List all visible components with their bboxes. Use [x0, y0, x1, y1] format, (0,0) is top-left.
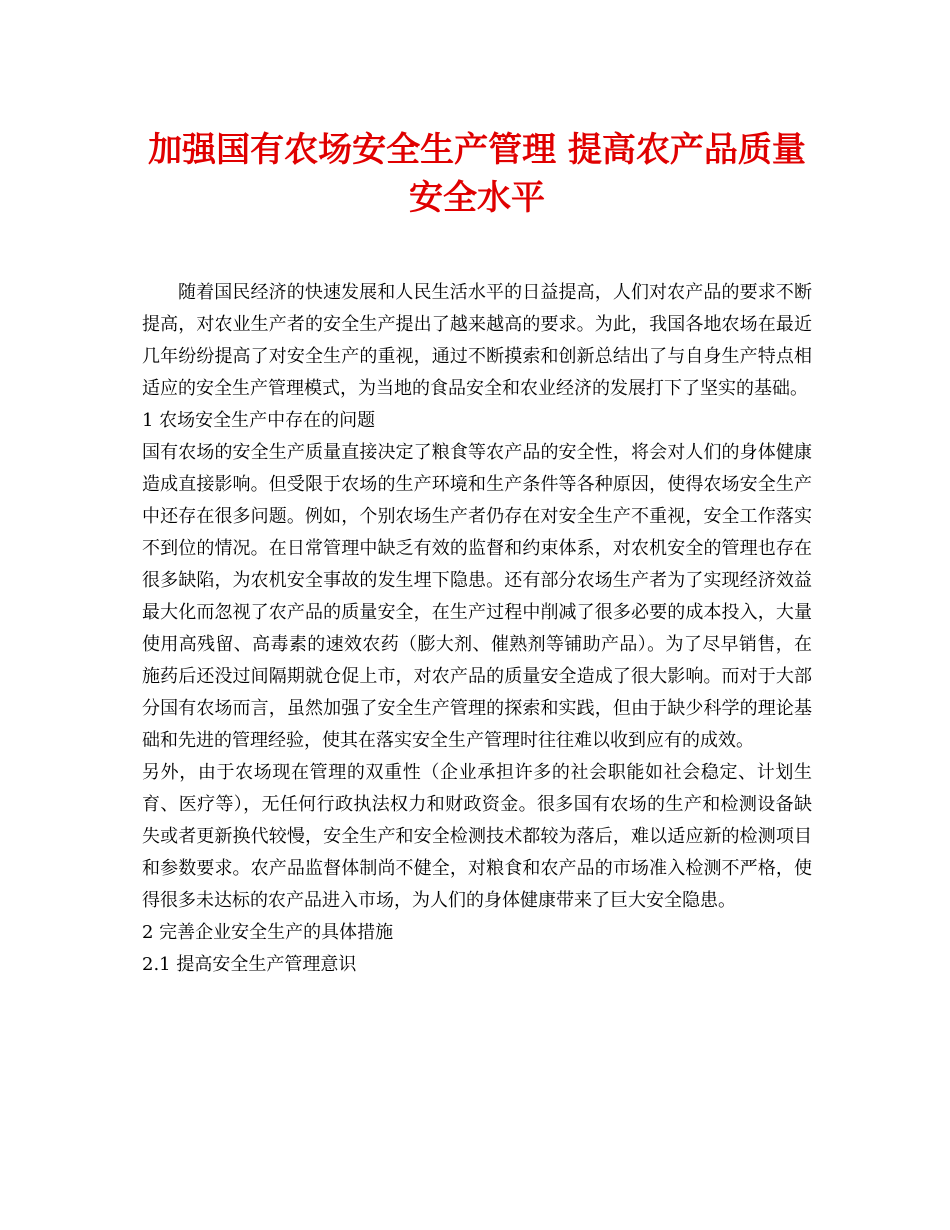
title-line-2: 安全水平 — [409, 178, 545, 218]
document-body — [142, 277, 812, 981]
document-page — [142, 126, 812, 981]
section-2-heading: 2 完善企业安全生产的具体措施 — [142, 922, 394, 943]
section-1-paragraph-2: 另外，由于农场现在管理的双重性（企业承担许多的社会职能如社会稳定、计划生育、医疗等），无任何行政执法权力和财政资金。很多国有农场的生产和检测设备缺失或者更新换代较慢，安全生产和安全检测技术都较为落后，难以适应新的检测项目和参数要求。农产品监督体制尚不健全，对粮食和农产品的市场准入检测不严格，使得很多未达标的农产品进入市场，为人们的身体健康带来了巨大安全隐患。 — [142, 762, 812, 911]
section-2-1-heading: 2.1 提高安全生产管理意识 — [142, 954, 357, 975]
document-title — [142, 126, 812, 222]
section-1-paragraph-1: 国有农场的安全生产质量直接决定了粮食等农产品的安全性，将会对人们的身体健康造成直接影响。但受限于农场的生产环境和生产条件等各种原因，使得农场安全生产中还存在很多问题。例如，个别农场生产者仍存在对安全生产不重视，安全工作落实不到位的情况。在日常管理中缺乏有效的监督和约束体系，对农机安全的管理也存在很多缺陷，为农机安全事故的发生埋下隐患。还有部分农场生产者为了实现经济效益最大化而忽视了农产品的质量安全，在生产过程中削减了很多必要的成本投入，大量使用高残留、高毒素的速效农药（膨大剂、催熟剂等铺助产品）。为了尽早销售，在施药后还没过间隔期就仓促上市，对农产品的质量安全造成了很大影响。而对于大部分国有农场而言，虽然加强了安全生产管理的探索和实践，但由于缺少科学的理论基础和先进的管理经验，使其在落实安全生产管理时往往难以收到应有的成效。 — [142, 442, 812, 751]
title-line-1: 加强国有农场安全生产管理 提高农产品质量 — [148, 130, 806, 170]
section-1-heading: 1 农场安全生产中存在的问题 — [142, 410, 376, 431]
intro-paragraph: 随着国民经济的快速发展和人民生活水平的日益提高，人们对农产品的要求不断提高，对农业生产者的安全生产提出了越来越高的要求。为此，我国各地农场在最近几年纷纷提高了对安全生产的重视，通过不断摸索和创新总结出了与自身生产特点相适应的安全生产管理模式，为当地的食品安全和农业经济的发展打下了坚实的基础。 — [142, 282, 812, 399]
